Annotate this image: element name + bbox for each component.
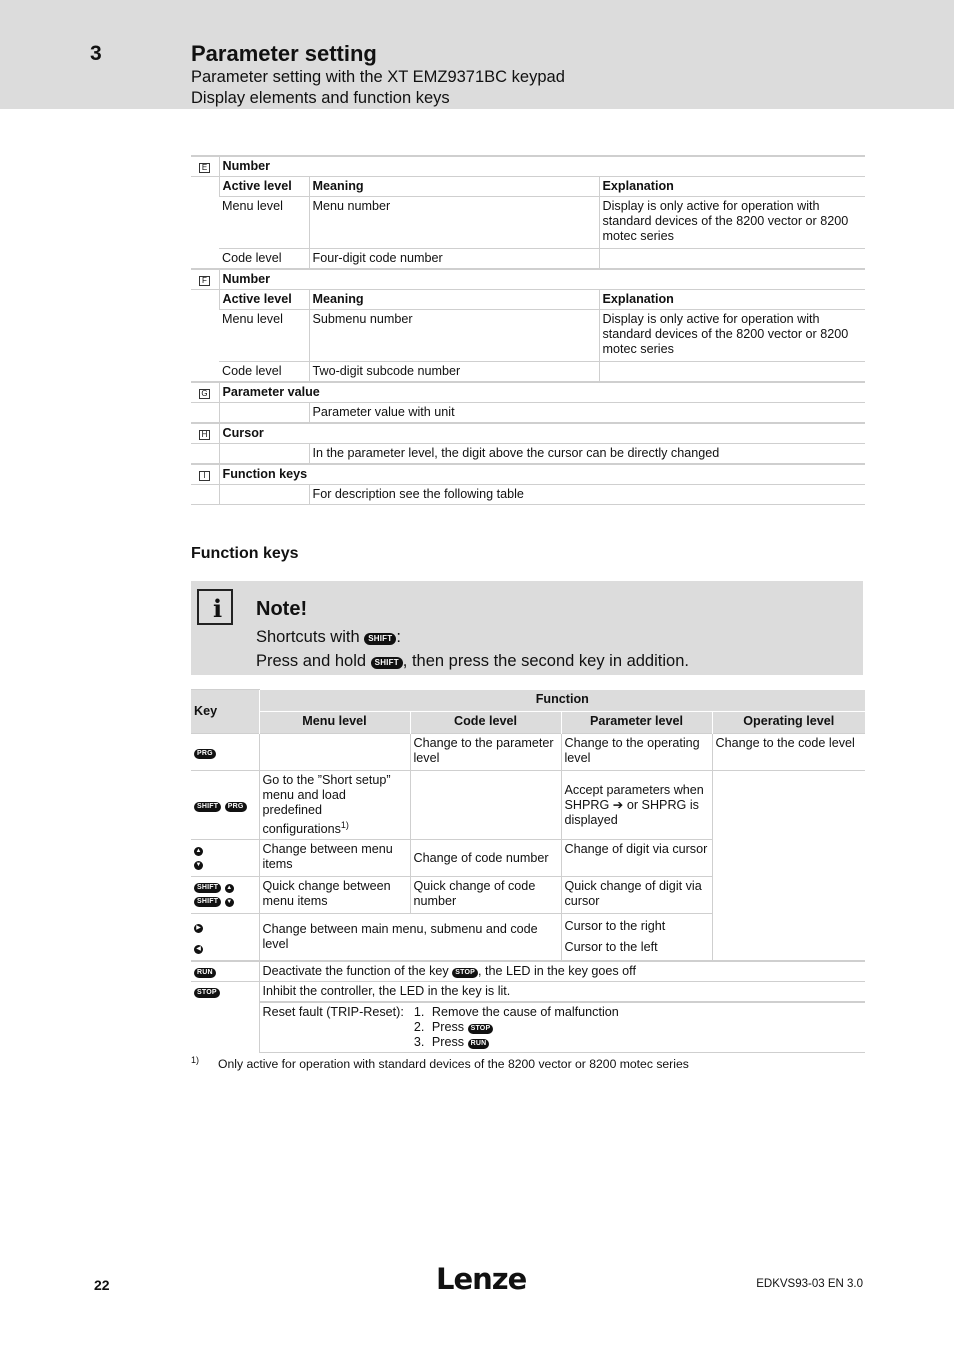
- element-letter: I: [199, 471, 210, 481]
- table-cell: Change to the operating level: [561, 734, 712, 771]
- note-line: Press and hold SHIFT , then press the second key in addition.: [256, 652, 689, 670]
- shift-key-icon: SHIFT: [371, 657, 403, 669]
- info-icon: i: [197, 589, 233, 625]
- table-row: [191, 485, 865, 505]
- up-key-icon: ▲: [195, 848, 202, 855]
- table-header-row: [191, 712, 865, 734]
- section-title: Number: [219, 269, 865, 290]
- chapter-number: 3: [90, 42, 102, 65]
- chapter-subtitle: Parameter setting with the XT EMZ9371BC keypad: [191, 68, 565, 86]
- element-letter: F: [199, 276, 210, 286]
- table-cell: Accept parameters when SHPRG ➔ or SHPRG is displayed: [561, 771, 712, 840]
- column-header: Active level: [219, 290, 309, 310]
- column-header: Explanation: [599, 290, 865, 310]
- table-cell: Cursor to the right Cursor to the left: [561, 914, 712, 962]
- arrow-icon: ➔: [612, 797, 624, 812]
- table-cell: In the parameter level, the digit above the cursor can be directly changed: [309, 444, 865, 465]
- document-id: EDKVS93-03 EN 3.0: [756, 1278, 863, 1290]
- prg-key-icon: PRG: [194, 749, 216, 759]
- column-header: Operating level: [712, 712, 865, 734]
- table-cell: [599, 362, 865, 383]
- table-row: [191, 249, 865, 270]
- prg-key-icon: PRG: [225, 802, 247, 812]
- run-key-icon: RUN: [194, 968, 216, 978]
- note-box: [191, 581, 863, 675]
- table-cell: Menu level: [219, 197, 309, 249]
- table-cell: Deactivate the function of the key STOP , the LED in the key goes off: [259, 961, 865, 982]
- element-letter: H: [199, 430, 210, 440]
- shift-key-icon: SHIFT: [194, 883, 221, 893]
- stop-key-icon: STOP: [194, 988, 220, 998]
- table-row: [191, 156, 865, 177]
- table-cell: [259, 1002, 865, 1053]
- table-row: [191, 269, 865, 290]
- table-row: [191, 362, 865, 383]
- table-row: [191, 464, 865, 485]
- table-cell: Submenu number: [309, 310, 599, 362]
- function-keys-heading: Function keys: [191, 545, 299, 562]
- shift-key-icon: SHIFT: [364, 633, 396, 645]
- table-cell: Quick change of code number: [410, 877, 561, 914]
- column-header: Code level: [410, 712, 561, 734]
- down-key-icon: ▼: [195, 862, 202, 869]
- table-cell: Change of digit via cursor: [561, 840, 712, 877]
- shift-key-icon: SHIFT: [194, 897, 221, 907]
- table-cell: Change to the parameter level: [410, 734, 561, 771]
- table-cell: Change to the code level: [712, 734, 865, 771]
- column-header: Menu level: [259, 712, 410, 734]
- table-row: [191, 382, 865, 403]
- table-cell: Two-digit subcode number: [309, 362, 599, 383]
- table-cell: Go to the ”Short setup” menu and load predefined configurations$^{1)}$: [259, 771, 410, 840]
- table-cell: [599, 249, 865, 270]
- display-elements-table: [191, 155, 865, 505]
- page-number: 22: [94, 1277, 110, 1293]
- table-header-row: [191, 690, 865, 712]
- element-letter: G: [199, 389, 210, 399]
- function-keys-table: [191, 689, 865, 1053]
- table-cell: Quick change between menu items: [259, 877, 410, 914]
- table-row: [191, 734, 865, 771]
- table-cell: Menu level: [219, 310, 309, 362]
- stop-key-icon: STOP: [452, 968, 478, 978]
- reset-label: Reset fault (TRIP-Reset):: [262, 1005, 404, 1020]
- table-cell: Four-digit code number: [309, 249, 599, 270]
- table-row: [191, 403, 865, 424]
- column-header: Meaning: [309, 290, 599, 310]
- table-cell: Display is only active for operation with standard devices of the 8200 vector or 8200 motec series: [599, 197, 865, 249]
- table-row: [191, 197, 865, 249]
- table-row: [191, 177, 865, 197]
- reset-steps: [413, 1005, 619, 1050]
- table-cell: Code level: [219, 362, 309, 383]
- function-column-header: Function: [259, 690, 865, 712]
- table-row: [191, 961, 865, 982]
- chapter-title: Parameter setting: [191, 41, 377, 66]
- column-header: Active level: [219, 177, 309, 197]
- column-header: Meaning: [309, 177, 599, 197]
- table-cell: Display is only active for operation with standard devices of the 8200 vector or 8200 motec series: [599, 310, 865, 362]
- run-key-icon: RUN: [468, 1039, 490, 1049]
- list-item: 1. Remove the cause of malfunction: [413, 1005, 619, 1020]
- key-column-header: Key: [191, 690, 259, 734]
- up-key-icon: ▲: [226, 885, 233, 892]
- footnote-text: Only active for operation with standard devices of the 8200 vector or 8200 motec series: [218, 1057, 689, 1071]
- element-letter: E: [199, 163, 210, 173]
- section-title: Cursor: [219, 423, 865, 444]
- list-item: 2. Press STOP: [432, 1020, 619, 1035]
- table-cell: Change between menu items: [259, 840, 410, 877]
- lenze-logo: Lenze: [436, 1262, 527, 1296]
- column-header: Explanation: [599, 177, 865, 197]
- stop-key-icon: STOP: [468, 1024, 494, 1034]
- left-key-icon: ◀: [194, 945, 203, 954]
- table-cell: For description see the following table: [309, 485, 865, 505]
- table-cell: Change between main menu, submenu and code level: [259, 914, 561, 962]
- right-key-icon: ▶: [194, 924, 203, 933]
- table-cell: Quick change of digit via cursor: [561, 877, 712, 914]
- table-row: [191, 444, 865, 465]
- section-title: Parameter value: [219, 382, 865, 403]
- table-cell: Code level: [219, 249, 309, 270]
- list-item: 3. Press RUN: [432, 1035, 619, 1050]
- table-row: [191, 982, 865, 1003]
- table-row: [191, 1002, 865, 1053]
- table-row: [191, 310, 865, 362]
- section-title: Number: [219, 156, 865, 177]
- down-key-icon: ▼: [226, 899, 233, 906]
- note-title: Note!: [256, 598, 308, 620]
- section-title: Function keys: [219, 464, 865, 485]
- footnote-mark: 1): [191, 1055, 200, 1065]
- section-subtitle: Display elements and function keys: [191, 89, 450, 107]
- column-header: Parameter level: [561, 712, 712, 734]
- table-cell: Inhibit the controller, the LED in the key is lit.: [259, 982, 865, 1003]
- shift-key-icon: SHIFT: [194, 802, 221, 812]
- note-line: Shortcuts with SHIFT :: [256, 628, 401, 646]
- table-cell: Menu number: [309, 197, 599, 249]
- table-row: [191, 290, 865, 310]
- table-cell: Parameter value with unit: [309, 403, 865, 424]
- table-row: [191, 423, 865, 444]
- table-cell: Change of code number: [410, 840, 561, 877]
- chapter-header: [0, 0, 954, 109]
- table-row: [191, 771, 865, 840]
